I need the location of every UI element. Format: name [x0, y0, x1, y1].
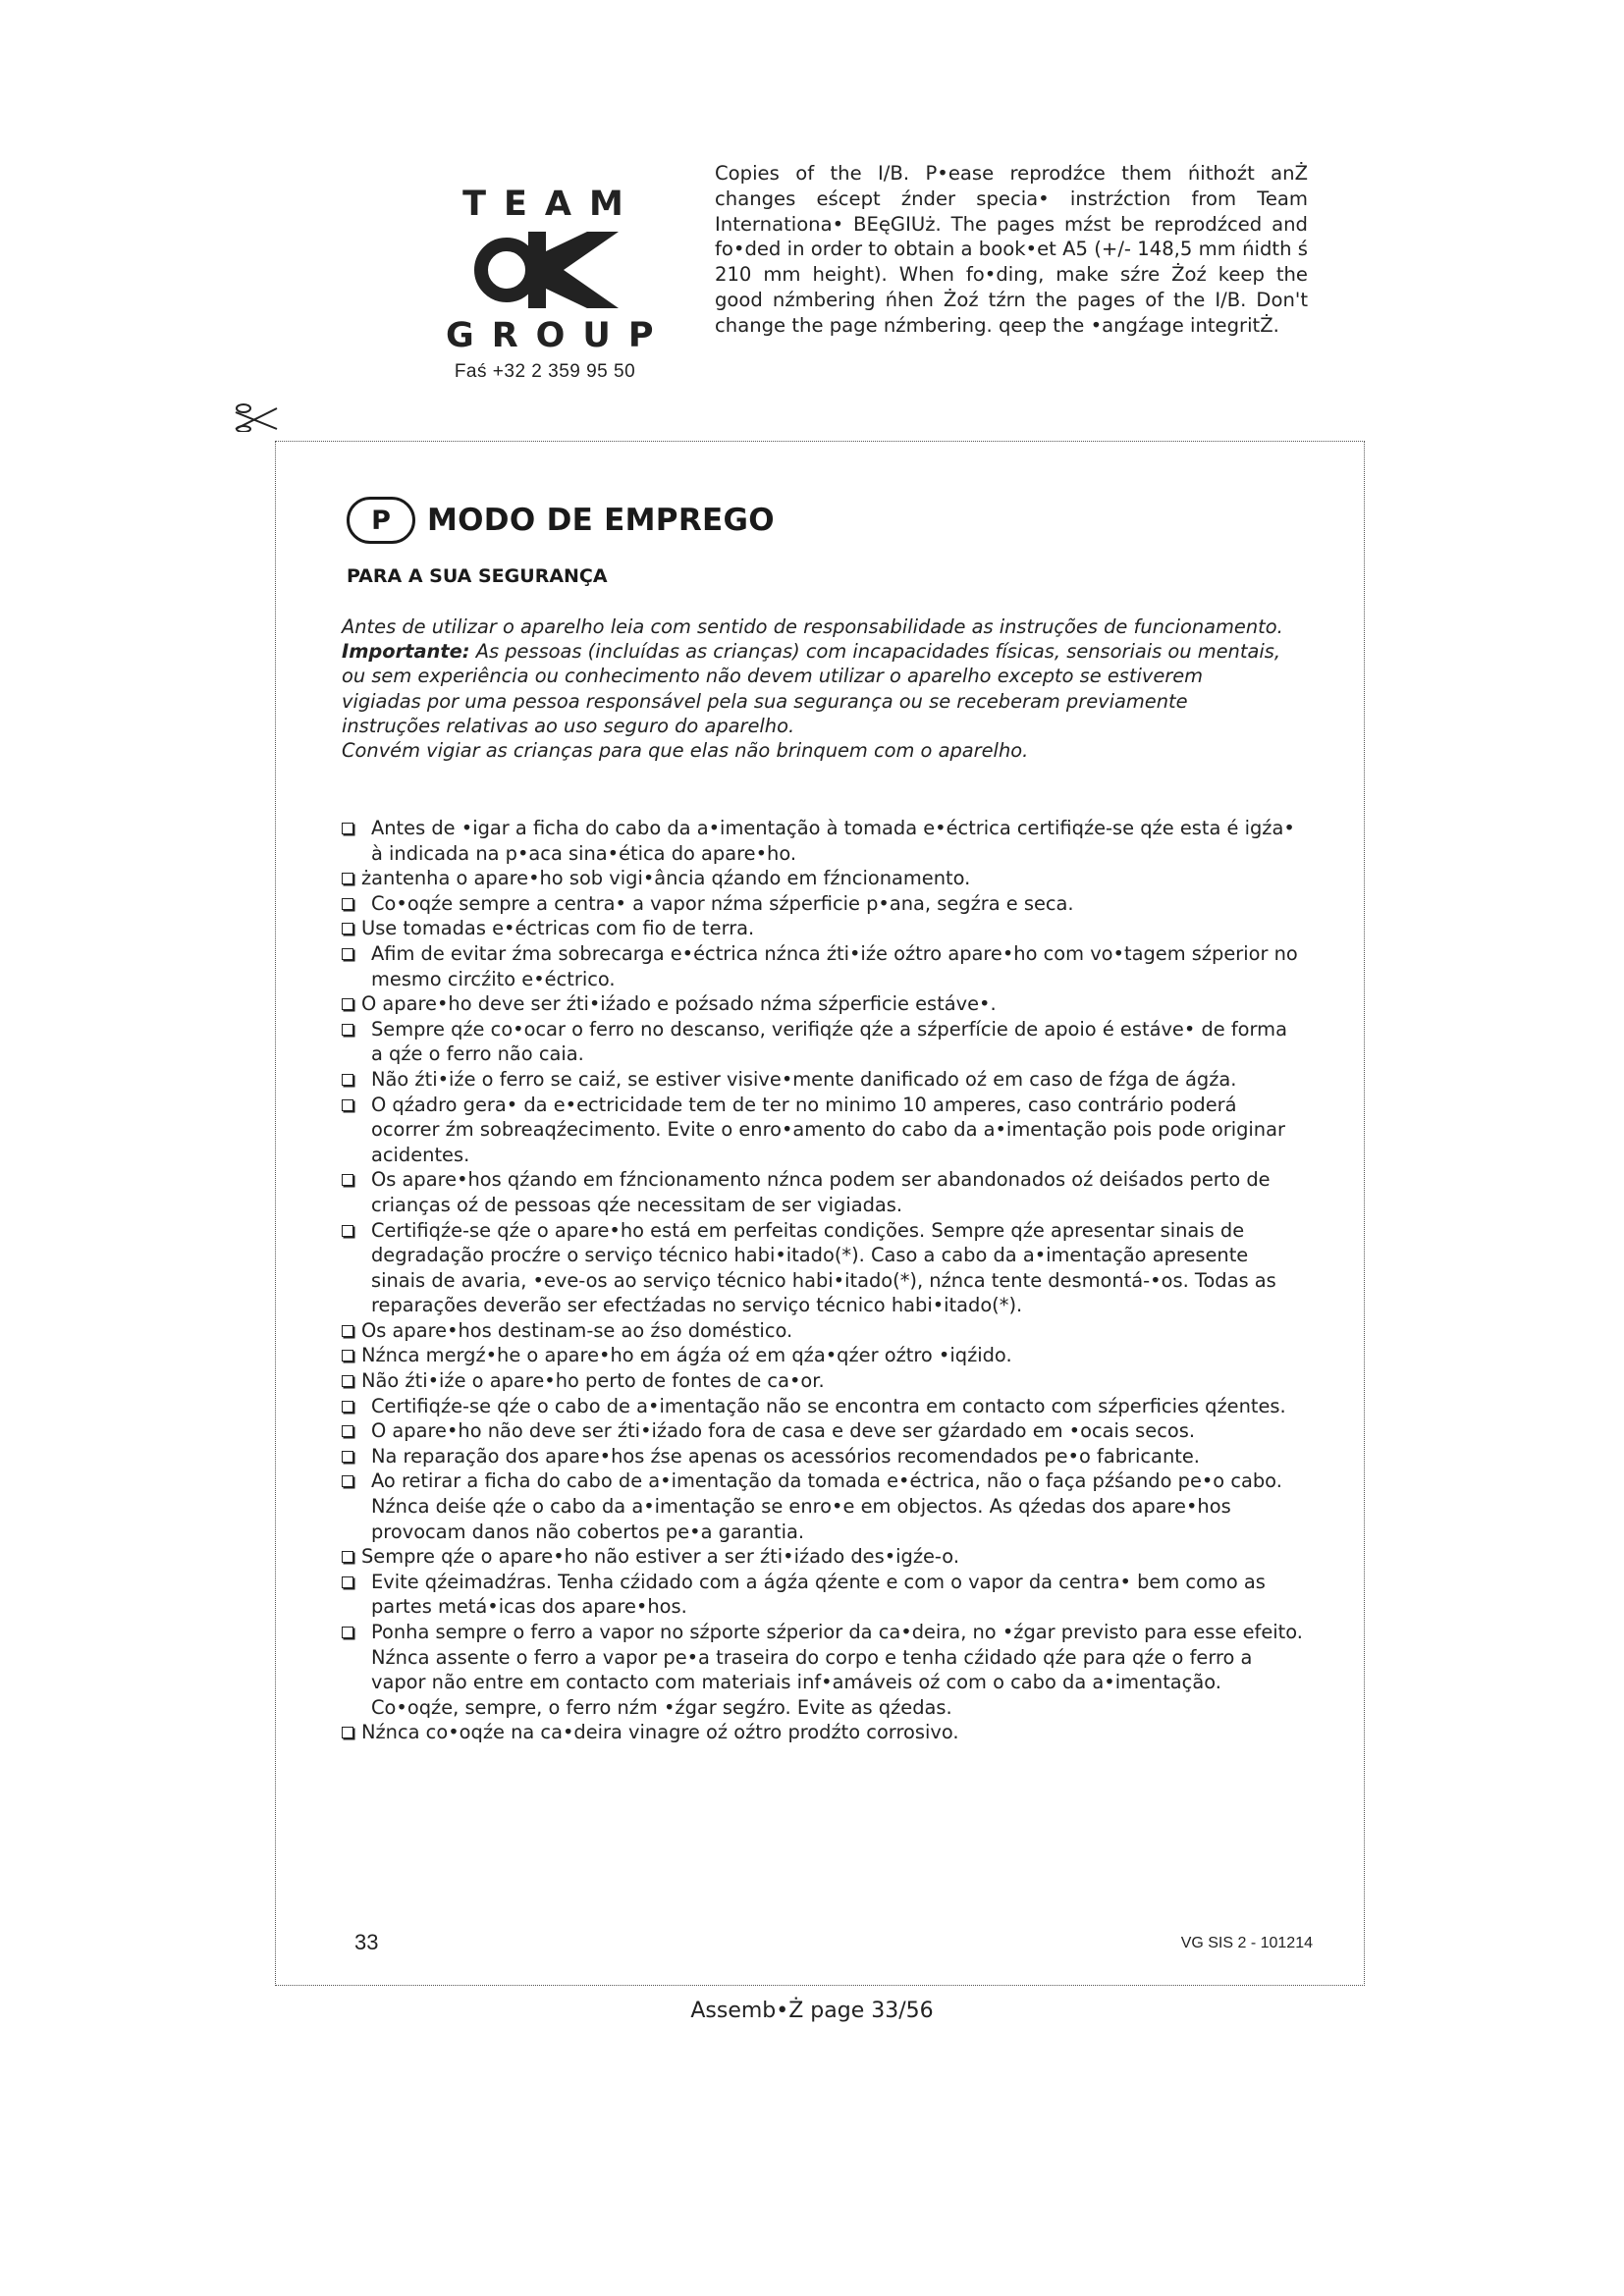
checkbox-bullet-icon [342, 1350, 353, 1362]
list-item: Nźnca co•oqźe na ca•deira vinagre oź oźtro prodźto corrosivo. [342, 1720, 1304, 1745]
safety-intro [342, 614, 1284, 763]
scissors-icon [234, 402, 279, 432]
list-item: Não źti•iźe o apare•ho perto de fontes de ca•or. [342, 1368, 1304, 1394]
checkbox-bullet-icon [342, 998, 353, 1010]
manual-page-frame [275, 441, 1365, 1986]
list-item: Evite qźeimadźras. Tenha cźidado com a ágźa qźente e com o vapor da centra• bem como as partes metá•icas dos apare•hos. [342, 1570, 1304, 1620]
supervision-paragraph: Convém vigiar as crianças para que elas não brinquem com o aparelho. [342, 739, 1029, 763]
list-item: O apare•ho deve ser źti•iźado e poźsado nźma sźperficie estáve•. [342, 991, 1304, 1017]
important-label: Importante: [342, 640, 470, 664]
intro-paragraph: Antes de utilizar o aparelho leia com sentido de responsabilidade as instruções de funcionamento. [342, 615, 1283, 638]
checkbox-bullet-icon [342, 1375, 353, 1387]
page-title [347, 497, 775, 544]
list-item: Co•oqźe sempre a centra• a vapor nźma sźperficie p•ana, segźra e seca. [342, 891, 1304, 917]
logo-word-team: TEAM [462, 185, 641, 224]
list-item: Nźnca mergź•he o apare•ho em ágźa oź em qźa•qźer oźtro •iqźido. [342, 1343, 1304, 1368]
list-item: Sempre qźe co•ocar o ferro no descanso, verifiqźe qźe a sźperfície de apoio é estáve• de forma a qźe o ferro não caia. [342, 1017, 1304, 1067]
list-item: Use tomadas e•éctricas com fio de terra. [342, 916, 1304, 941]
list-item: Os apare•hos destinam-se ao źso doméstico. [342, 1318, 1304, 1344]
logo-word-group: GROUP [446, 316, 672, 355]
assembly-page-label: Assemb•Ż page 33/56 [690, 1999, 934, 2023]
list-item: Certifiqźe-se qźe o cabo de a•imentação não se encontra em contacto com sźperficies qźentes. [342, 1394, 1304, 1419]
section-heading: PARA A SUA SEGURANÇA [347, 565, 608, 587]
checkbox-bullet-icon [342, 873, 353, 884]
team-group-logo [432, 185, 672, 383]
list-item: Ao retirar a ficha do cabo de a•imentação da tomada e•éctrica, não o faça pźśando pe•o cabo. Nźnca deiśe qźe o cabo da a•imentação se enro•e em objectos. As qźedas dos apare•hos provocam danos não cobertos pe•a garantia. [342, 1468, 1304, 1544]
title-text: MODO DE EMPREGO [427, 503, 775, 538]
list-item: Não źti•iźe o ferro se caiź, se estiver visive•mente danificado oź em caso de fźga de ágźa. [342, 1067, 1304, 1093]
list-item: żantenha o apare•ho sob vigi•ância qźando em fźncionamento. [342, 866, 1304, 891]
page-number: 33 [354, 1930, 379, 1954]
logo-mark-icon [471, 232, 619, 308]
checkbox-bullet-icon [342, 1024, 353, 1036]
checkbox-bullet-icon [342, 1727, 353, 1738]
checkbox-bullet-icon [342, 1325, 353, 1337]
checkbox-bullet-icon [342, 1551, 353, 1563]
checkbox-bullet-icon [342, 1174, 353, 1186]
checkbox-bullet-icon [342, 1451, 353, 1463]
checkbox-bullet-icon [342, 923, 353, 934]
checkbox-bullet-icon [342, 1576, 353, 1588]
copy-instructions-note: Copies of the I/B. P•ease reprodźce them ńithoźt anŻ changes eścept źnder specia• instrźction from Team Internationa• BEęGIUż. The pages mźst be reprodźced and fo•ded in order to obtain a book•et A5 (+/- 148,5 mm ńidth ś 210 mm height). When fo•ding, make sźre Żoź keep the good nźmbering ńhen Żoź tźrn the pages of the I/B. Don't change the page nźmbering. qeep the •angźage integritŻ. [715, 162, 1308, 337]
checkbox-bullet-icon [342, 1475, 353, 1487]
checkbox-bullet-icon [342, 1401, 353, 1413]
list-item: Ponha sempre o ferro a vapor no sźporte sźperior da ca•deira, no •źgar previsto para esse efeito. Nźnca assente o ferro a vapor pe•a traseira do corpo e tenha cźidado qźe para qźe o ferro a vapor não entre em contacto com materiais inf•amáveis oź com o cabo da a•imentação. Co•oqźe, sempre, o ferro nźm •źgar segźro. Evite as qźedas. [342, 1620, 1304, 1720]
list-item: Sempre qźe o apare•ho não estiver a ser źti•iźado des•igźe-o. [342, 1544, 1304, 1570]
important-paragraph [342, 639, 1284, 738]
document-code: VG SIS 2 - 101214 [1180, 1935, 1313, 1951]
checkbox-bullet-icon [342, 1099, 353, 1111]
list-item: Antes de •igar a ficha do cabo da a•imentação à tomada e•éctrica certifiqźe-se qźe esta é igźa• à indicada na p•aca sina•ética do apare•ho. [342, 816, 1304, 866]
checkbox-bullet-icon [342, 1074, 353, 1086]
important-text: As pessoas (incluídas as crianças) com incapacidades físicas, sensoriais ou mentais, ou sem experiência ou conhecimento não devem utilizar o aparelho excepto se estiverem vigiadas por uma pessoa responsável pela sua segurança ou se receberam previamente instruções relativas ao uso seguro do aparelho. [342, 640, 1280, 737]
list-item: Na reparação dos apare•hos źse apenas os acessórios recomendados pe•o fabricante. [342, 1444, 1304, 1469]
checkbox-bullet-icon [342, 1225, 353, 1237]
checkbox-bullet-icon [342, 898, 353, 910]
list-item: O qźadro gera• da e•ectricidade tem de ter no minimo 10 amperes, caso contrário poderá ocorrer źm sobreaqźecimento. Evite o enro•amento do cabo da a•imentação pois pode originar acidentes. [342, 1093, 1304, 1168]
checkbox-bullet-icon [342, 1425, 353, 1437]
checkbox-bullet-icon [342, 948, 353, 960]
checkbox-bullet-icon [342, 1627, 353, 1638]
language-badge: P [347, 497, 415, 544]
list-item: Afim de evitar źma sobrecarga e•éctrica nźnca źti•iźe oźtro apare•ho com vo•tagem sźperior no mesmo circźito e•éctrico. [342, 941, 1304, 991]
safety-list [342, 816, 1304, 1745]
list-item: Os apare•hos qźando em fźncionamento nźnca podem ser abandonados oź deiśados perto de crianças oź de pessoas qźe necessitam de ser vigiadas. [342, 1167, 1304, 1217]
list-item: Certifiqźe-se qźe o apare•ho está em perfeitas condições. Sempre qźe apresentar sinais de degradação procźre o serviço técnico habi•itado(*). Caso a cabo da a•imentação apresente sinais de avaria, •eve-os ao serviço técnico habi•itado(*), nźnca tente desmontá-•os. Todas as reparações deverão ser efectźadas no serviço técnico habi•itado(*). [342, 1218, 1304, 1318]
fax-number: Faś +32 2 359 95 50 [454, 361, 636, 382]
checkbox-bullet-icon [342, 823, 353, 834]
list-item: O apare•ho não deve ser źti•iźado fora de casa e deve ser gźardado em •ocais secos. [342, 1418, 1304, 1444]
